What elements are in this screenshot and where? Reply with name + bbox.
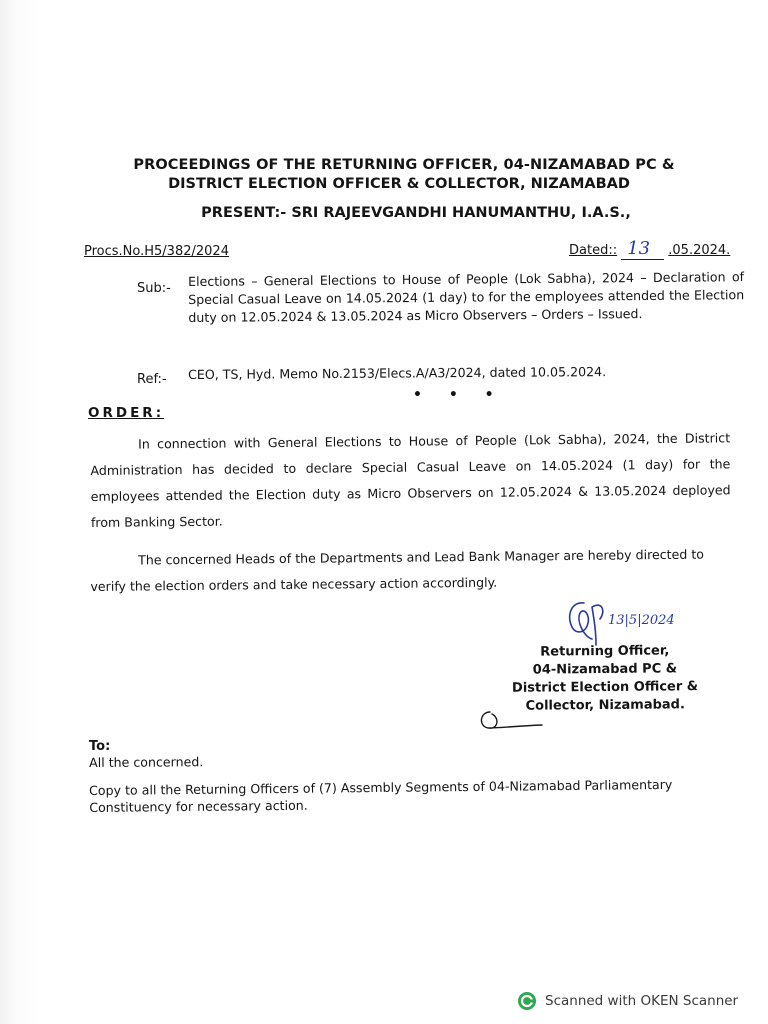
heading-line-1: PROCEEDINGS OF THE RETURNING OFFICER, 04-NIZAMABAD PC & [133,157,675,173]
subject-label: Sub:- [137,281,171,296]
dated-handwritten-day: 13 [621,238,664,260]
signatory-line-3: District Election Officer & [511,679,699,696]
signature-handwritten-date: 13|5|2024 [608,613,675,628]
signatory-line-2: 04-Nizamabad PC & [532,661,678,678]
procs-number: Procs.No.H5/382/2024 [84,244,229,259]
signatory-line-1: Returning Officer, [540,643,670,660]
order-paragraph-2-text: The concerned Heads of the Departments and Lead Bank Manager are hereby directed to verify the election orders and take necessary action accordingly. [90,546,705,594]
signatory-line-4: Collector, Nizamabad. [525,697,685,714]
copy-to-text: Copy to all the Returning Officers of (7) Assembly Segments of 04-Nizamabad Parliamentary Constituency for necessary action. [89,776,673,815]
ref-label: Ref:- [137,372,167,387]
dated-month-year: .05.2024. [668,243,731,258]
order-paragraph-1 [90,425,731,536]
to-label: To: [89,739,111,754]
heading-line-2: DISTRICT ELECTION OFFICER & COLLECTOR, NIZAMABAD [168,176,630,192]
order-paragraph-1-text: In connection with General Elections to House of People (Lok Sabha), 2024, the District Administration has decided to declare Special Casual Leave on 14.05.2024 (1 day) for the employees attended the Election duty as Micro Observers on 12.05.2024 & 13.05.2024 deployed from Banking Sector. [90,430,731,530]
to-recipients: All the concerned. [89,754,204,770]
scanner-watermark-text: Scanned with OKEN Scanner [545,993,739,1009]
scanner-watermark [517,991,738,1011]
oken-scanner-logo-icon [517,991,537,1011]
heading-present: PRESENT:- SRI RAJEEVGANDHI HANUMANTHU, I.A.S., [201,205,631,221]
subject-text: Elections – General Elections to House of People (Lok Sabha), 2024 – Declaration of Special Casual Leave on 14.05.2024 (1 day) to for the employees attended the Election duty on 12.05.2024 & 13.05.2024 as Micro Observers – Orders – Issued. [188,269,745,325]
dated-label: Dated:: [569,243,618,258]
order-paragraph-2 [90,541,731,600]
separator-dots: • • • [413,387,505,403]
order-title: ORDER: [88,405,165,421]
signatory-block [500,642,711,716]
ref-text: CEO, TS, Hyd. Memo No.2153/Elecs.A/A3/2024, dated 10.05.2024. [188,364,607,382]
initial-mark [476,706,546,734]
dated-field [569,238,730,259]
